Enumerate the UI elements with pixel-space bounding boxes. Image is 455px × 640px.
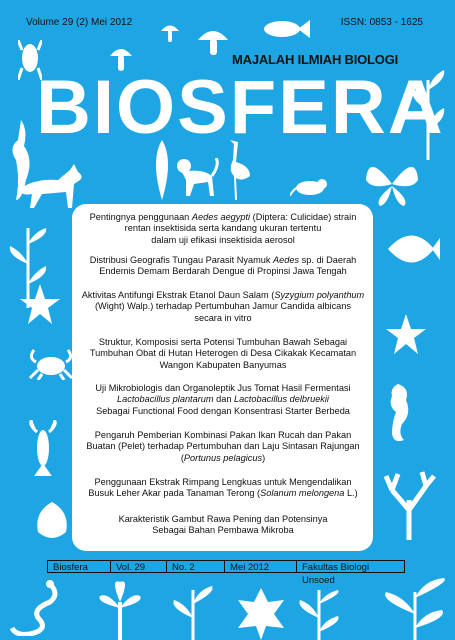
- article-line: (Wight) Walp.) terhadap Pertumbuhan Jamur Candida albicans: [94, 301, 351, 312]
- article-entry: [78, 514, 368, 537]
- article-line: rentan insektisida serta kandang ukuran tertentu: [124, 223, 322, 234]
- leaf-icon: [380, 578, 450, 640]
- article-line: Sebagai Bahan Pembawa Mikroba: [152, 525, 294, 536]
- flower-icon: [90, 578, 150, 640]
- article-line: Lactobacillus plantarum dan Lactobacillus delbruekii: [117, 394, 329, 405]
- article-line: Karakteristik Gambut Rawa Pening dan Potensinya: [118, 514, 328, 524]
- article-line: Pentingnya penggunaan Aedes aegypti (Diptera: Culicidae) strain: [89, 212, 357, 222]
- article-line: Buatan (Pelet) terhadap Pertumbuhan dan Laju Sintasan Rajungan: [86, 441, 360, 452]
- lobster-icon: [28, 420, 58, 476]
- journal-title: BIOSFERA: [36, 65, 445, 150]
- butterfly-icon: [364, 160, 420, 208]
- article-line: Pengaruh Pemberian Kombinasi Pakan Ikan Rucah dan Pakan: [94, 430, 352, 440]
- crab-icon: [28, 346, 74, 380]
- fish-icon: [384, 224, 440, 274]
- footer-journal: Biosfera: [47, 560, 111, 573]
- article-line: Aktivitas Antifungi Ekstrak Etanol Daun Salam (Syzygium polyanthum: [81, 290, 365, 300]
- article-entry: [78, 477, 368, 500]
- article-entry: [78, 430, 368, 464]
- footer-date: Mei 2012: [225, 560, 297, 573]
- volume-issue: Volume 29 (2) Mei 2012: [26, 17, 133, 28]
- article-line: Wangon Kabupaten Banyumas: [159, 359, 287, 370]
- article-line: Tumbuhan Obat di Hutan Heterogen di Desa Cikakak Kecamatan: [89, 348, 357, 359]
- plant-icon: [296, 590, 342, 640]
- article-entry: [78, 212, 368, 246]
- journal-subtitle: MAJALAH ILMIAH BIOLOGI: [232, 52, 399, 67]
- fish-icon: [262, 18, 310, 40]
- mushroom-icon: [160, 22, 180, 44]
- footer-volume: Vol. 29: [111, 560, 167, 573]
- mouse-icon: [290, 176, 334, 196]
- seahorse-icon: [384, 384, 412, 444]
- article-line: (Portunus pelagicus): [180, 452, 266, 463]
- article-line: Endemis Demam Berdarah Dengue di Propinsi Jawa Tengah: [99, 266, 347, 277]
- article-line: Distribusi Geografis Tungau Parasit Nyamuk Aedes sp. di Daerah: [89, 255, 357, 265]
- article-line: Struktur, Komposisi serta Potensi Tumbuhan Bawah Sebagai: [98, 337, 348, 347]
- cat-icon: [14, 160, 84, 210]
- article-line: Penggunaan Ekstrak Rimpang Lengkuas untuk Mengendalikan: [94, 477, 352, 487]
- leaf-icon: [236, 588, 286, 640]
- mushroom-icon: [196, 26, 230, 60]
- article-line: dalam uji efikasi insektisida aerosol: [151, 234, 295, 245]
- article-entry: [78, 290, 368, 324]
- issn: ISSN: 0853 - 1625: [340, 17, 423, 28]
- snake-icon: [10, 580, 60, 636]
- article-line: Busuk Leher Akar pada Tanaman Terong (Solanum melongena L.): [88, 488, 358, 499]
- article-line: secara in vitro: [194, 312, 252, 323]
- footer-publisher: Fakultas Biologi Unsoed: [297, 560, 405, 573]
- starfish-icon: [386, 314, 426, 354]
- footer-number: No. 2: [167, 560, 225, 573]
- article-entry: [78, 337, 368, 371]
- plant-icon: [170, 584, 216, 640]
- coral-icon: [382, 470, 436, 540]
- starfish-icon: [20, 284, 60, 324]
- article-entry: [78, 255, 368, 278]
- monkey-icon: [172, 158, 220, 198]
- shell-icon: [32, 500, 72, 542]
- article-line: Uji Mikrobiologis dan Organoleptik Jus Tomat Hasil Fermentasi: [95, 383, 351, 393]
- footer-info-bar: [47, 560, 405, 586]
- article-line: Sebagai Functional Food dengan Konsentrasi Starter Berbeda: [96, 405, 350, 416]
- article-entry: [78, 383, 368, 417]
